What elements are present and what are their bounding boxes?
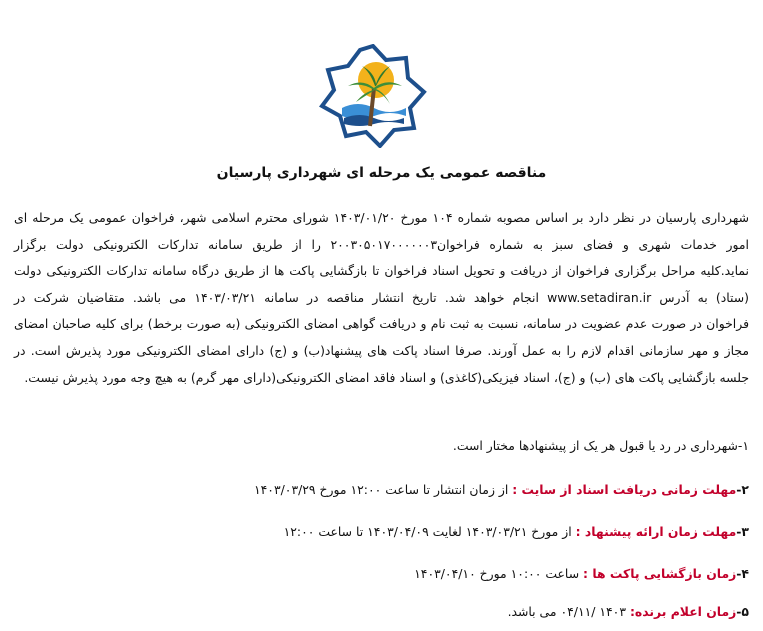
item-number: ۲- xyxy=(736,482,749,497)
list-item xyxy=(284,524,749,539)
paragraph-line: امور خدمات شهری و فضای سبز به شماره فراخوان۲۰۰۳۰۵۰۱۷۰۰۰۰۰۰۳ را از طریق سامانه تدارکات الکترونیکی دولت برگزار xyxy=(14,236,749,252)
list-item xyxy=(414,566,749,581)
announcement-paragraph xyxy=(14,205,749,391)
list-item xyxy=(254,482,749,497)
item-text: ۱۴۰۳ /۰۴/۱۱ می باشد. xyxy=(507,604,630,619)
paragraph-line: (ستاد) به آدرس www.setadiran.ir انجام خواهد شد. تاریخ انتشار مناقصه در سامانه ۱۴۰۳/۰۳/۲۱ می باشد. متقاضیان شرکت در xyxy=(14,289,749,305)
list-item xyxy=(508,604,749,619)
paragraph-line: جلسه بازگشایی پاکت های (ب) و (ج)، اسناد فیزیکی(کاغذی) و اسناد فاقد امضای الکترونیکی(دارای مهر گرم) به هیچ وجه مورد پذیرش نیست. xyxy=(24,369,749,385)
item-label: زمان اعلام برنده: xyxy=(629,604,737,619)
item-text: شهرداری در رد یا قبول هر یک از پیشنهادها مختار است. xyxy=(452,438,738,453)
municipality-logo xyxy=(318,44,428,148)
paragraph-line: شهرداری پارسیان در نظر دارد بر اساس مصوبه شماره ۱۰۴ مورخ ۱۴۰۳/۰۱/۲۰ شورای محترم اسلامی شهر، فراخوان عمومی یک مرحله ای xyxy=(14,210,749,225)
paragraph-line: نماید.کلیه مراحل برگزاری فراخوان از دریافت و تحویل اسناد فراخوان تا بازگشایی پاکت ها از طریق درگاه سامانه تدارکات الکترونیکی دولت xyxy=(14,263,749,279)
item-number: ۳- xyxy=(736,524,749,539)
page-title: مناقصه عمومی یک مرحله ای شهرداری پارسیان xyxy=(216,165,547,181)
list-item xyxy=(453,438,749,453)
item-text: از مورخ ۱۴۰۳/۰۳/۲۱ لغایت ۱۴۰۳/۰۴/۰۹ تا ساعت ۱۲:۰۰ xyxy=(283,524,576,539)
item-text: ساعت ۱۰:۰۰ مورخ ۱۴۰۳/۰۴/۱۰ xyxy=(414,566,584,581)
paragraph-line: فراخوان در صورت عدم عضویت در سامانه، نسبت به ثبت نام و دریافت گواهی امضای الکترونیکی (به صورت برخط) برای کلیه صاحبان امضای xyxy=(14,316,749,332)
item-label: مهلت زمانی دریافت اسناد از سایت : xyxy=(512,482,737,497)
item-label: زمان بازگشایی پاکت ها : xyxy=(583,566,737,581)
item-number: ۴- xyxy=(736,566,749,581)
logo-emblem-icon xyxy=(318,44,428,148)
item-text: از زمان انتشار تا ساعت ۱۲:۰۰ مورخ ۱۴۰۳/۰۳/۲۹ xyxy=(254,482,513,497)
item-number: ۱- xyxy=(737,438,749,453)
item-number: ۵- xyxy=(736,604,749,619)
paragraph-line: مجاز و مهر سازمانی اقدام لازم را به عمل آورند. صرفا اسناد پاکت های پیشنهاد(ب) و (ج) دارای امضای الکترونیکی مورد پذیرش است. در xyxy=(14,342,749,358)
item-label: مهلت زمان ارائه پیشنهاد : xyxy=(575,524,737,539)
